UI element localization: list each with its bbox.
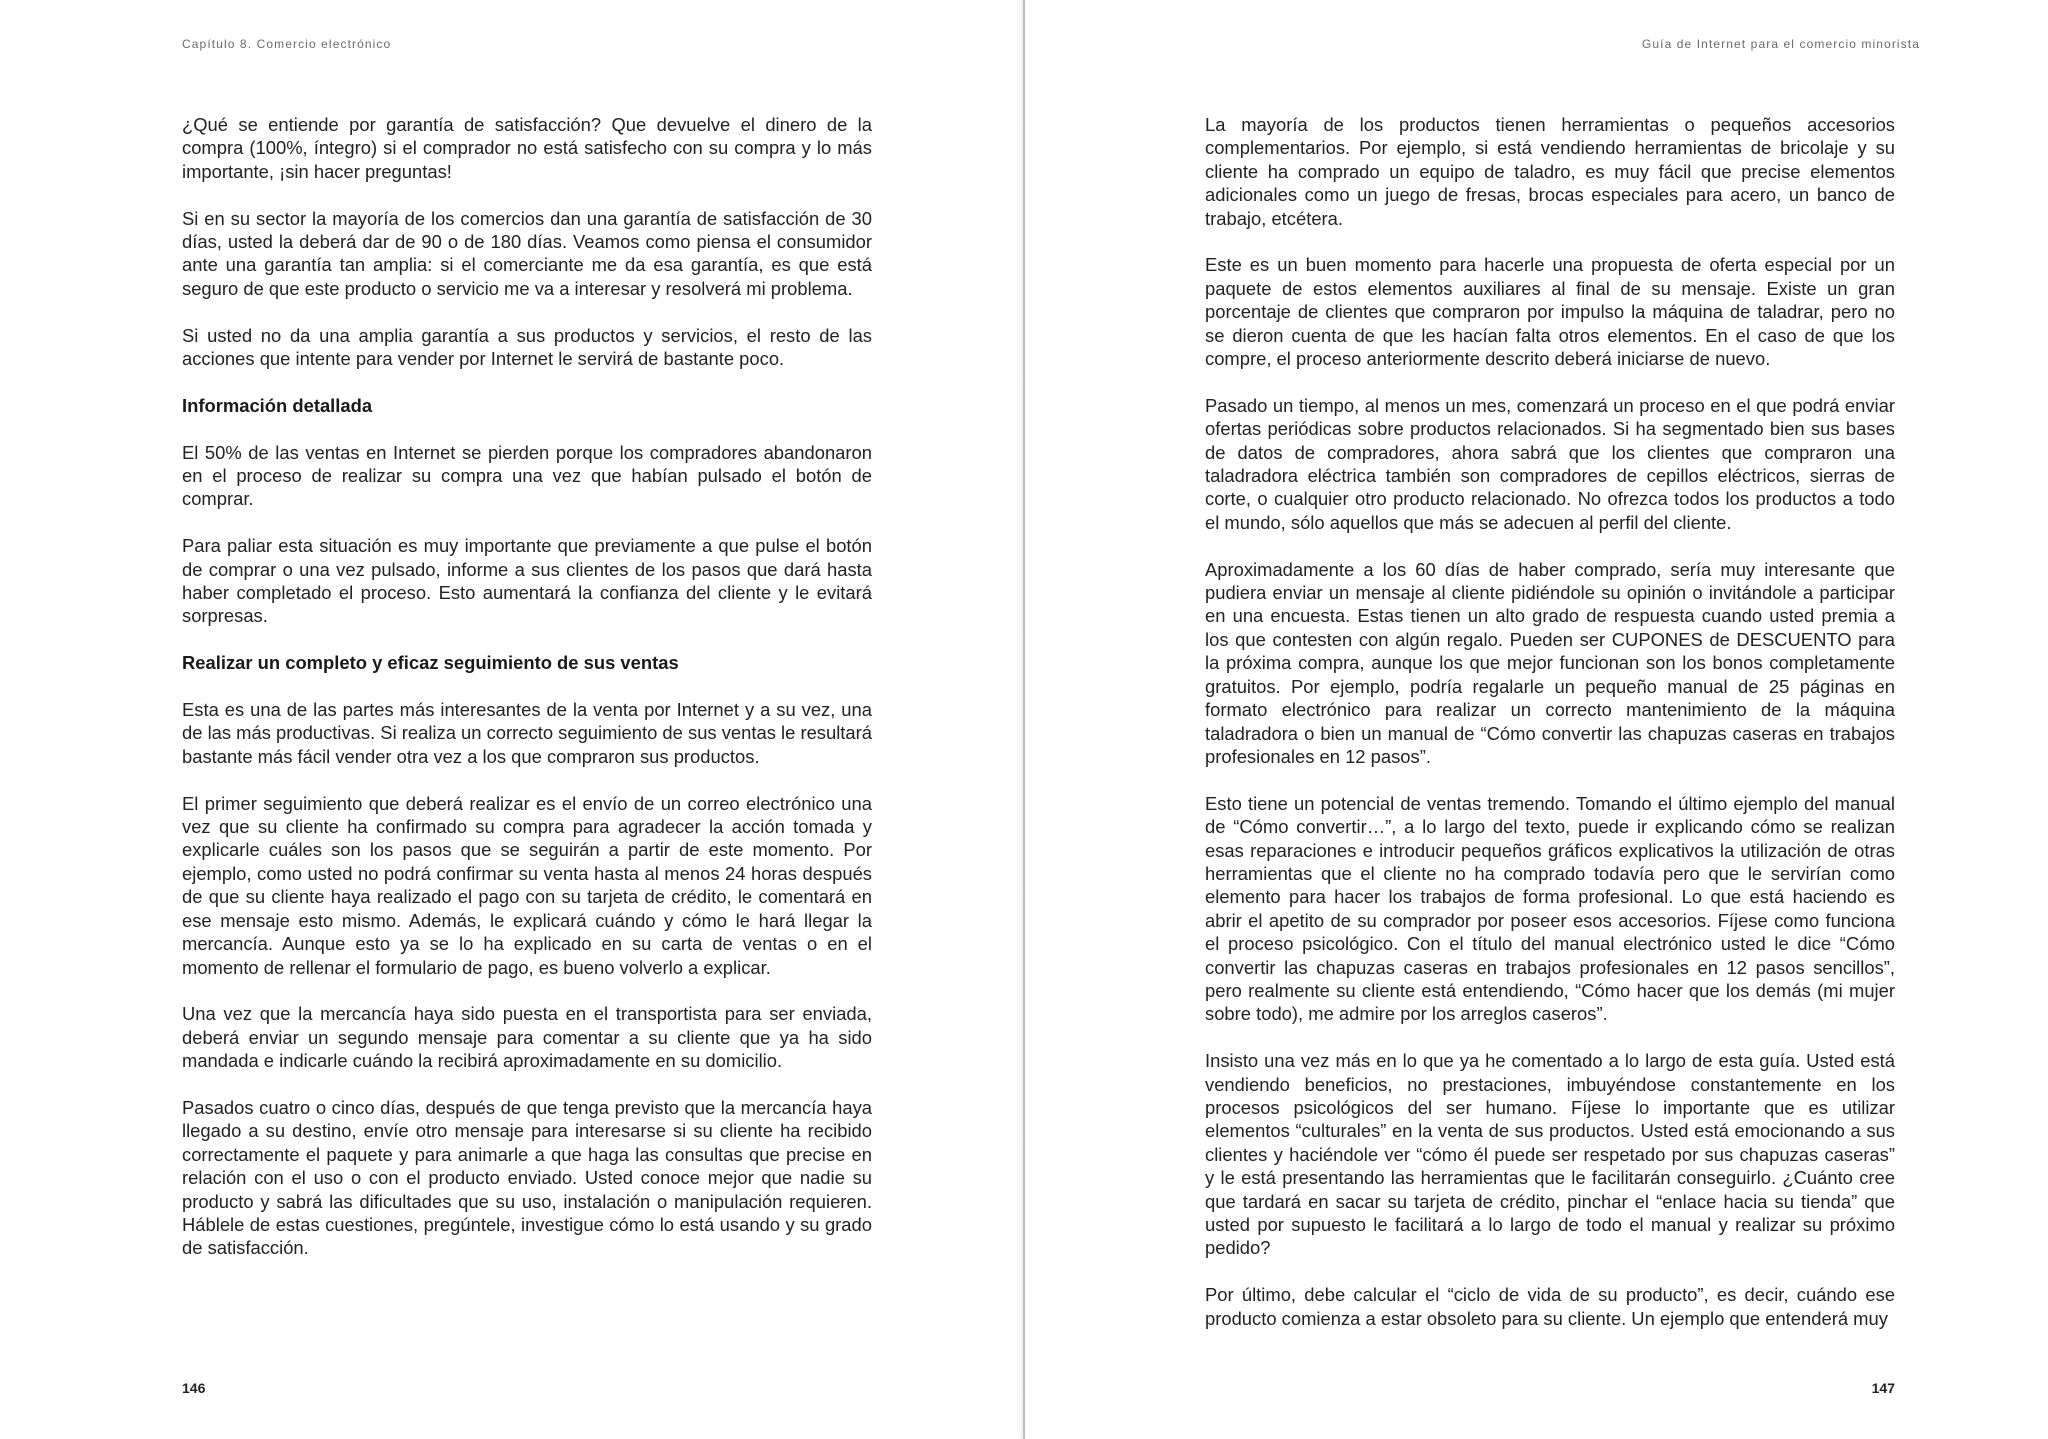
right-page: [1025, 0, 2048, 1439]
paragraph: La mayoría de los productos tienen herramientas o pequeños accesorios complementarios. Por ejemplo, si está vendiendo herramientas de bricolaje y su cliente ha comprado un equipo de taladro, es muy fácil que precise elementos adicionales como un juego de fresas, brocas especiales para acero, un banco de trabajo, etcétera.: [1205, 114, 1895, 229]
paragraph: Insisto una vez más en lo que ya he comentado a lo largo de esta guía. Usted está vendiendo beneficios, no prestaciones, imbuyéndose constantemente en los procesos psicológicos del ser humano. Fíjese lo importante que es utilizar elementos “culturales” en la venta de sus productos. Usted está emocionando a sus clientes y haciéndole ver “cómo él puede ser respetado por sus chapuzas caseras” y le está presentando las herramientas que le facilitarán conseguirlo. ¿Cuánto cree que tardará en sacar su tarjeta de crédito, pinchar el “enlace hacia su tienda” que usted por supuesto le facilitará a lo largo de todo el manual y realizar su próximo pedido?: [1205, 1050, 1895, 1259]
section-heading: Realizar un completo y eficaz seguimiento de sus ventas: [182, 652, 679, 674]
left-page: [0, 0, 1023, 1439]
paragraph: Este es un buen momento para hacerle una propuesta de oferta especial por un paquete de estos elementos auxiliares al final de su mensaje. Existe un gran porcentaje de clientes que compraron por impulso la máquina de taladrar, pero no se dieron cuenta de que les hacían falta otros elementos. En el caso de que los compre, el proceso anteriormente descrito deberá iniciarse de nuevo.: [1205, 254, 1895, 370]
page-number-right: 147: [1871, 1380, 1895, 1396]
running-head-left: Capítulo 8. Comercio electrónico: [182, 37, 392, 51]
paragraph: Esta es una de las partes más interesantes de la venta por Internet y a su vez, una de las más productivas. Si realiza un correcto seguimiento de sus ventas le resultará bastante más fácil vender otra vez a los que compraron sus productos.: [182, 699, 872, 767]
paragraph: Para paliar esta situación es muy importante que previamente a que pulse el botón de comprar o una vez pulsado, informe a sus clientes de los pasos que dará hasta haber completado el proceso. Esto aumentará la confianza del cliente y le evitará sorpresas.: [182, 535, 872, 627]
right-page-body: [1205, 113, 1895, 1353]
paragraph: Aproximadamente a los 60 días de haber comprado, sería muy interesante que pudiera enviar un mensaje al cliente pidiéndole su opinión o invitándole a participar en una encuesta. Estas tienen un alto grado de respuesta cuando usted premia a los que contesten con algún regalo. Pueden ser CUPONES de DESCUENTO para la próxima compra, aunque los que mejor funcionan son los bonos completamente gratuitos. Por ejemplo, podría regalarle un pequeño manual de 25 páginas en formato electrónico para realizar un correcto mantenimiento de la máquina taladradora o bien un manual de “Cómo convertir las chapuzas caseras en trabajos profesionales en 12 pasos”.: [1205, 558, 1895, 767]
paragraph: Por último, debe calcular el “ciclo de vida de su producto”, es decir, cuándo ese producto comienza a estar obsoleto para su cliente. Un ejemplo que entenderá muy: [1205, 1284, 1895, 1329]
paragraph: Una vez que la mercancía haya sido puesta en el transportista para ser enviada, deberá enviar un segundo mensaje para comentar a su cliente que ya ha sido mandada e indicarle cuándo la recibirá aproximadamente en su domicilio.: [182, 1003, 872, 1072]
running-head-right: Guía de Internet para el comercio minorista: [1641, 37, 1920, 51]
paragraph: Esto tiene un potencial de ventas tremendo. Tomando el último ejemplo del manual de “Cómo convertir…”, a lo largo del texto, puede ir explicando cómo se realizan esas reparaciones e introducir pequeños gráficos explicativos la utilización de otras herramientas que el cliente no ha comprado todavía pero que le servirían como elemento para hacer los trabajos de forma profesional. Lo que está haciendo es abrir el apetito de su comprador por poseer esos accesorios. Fíjese como funciona el proceso psicológico. Con el título del manual electrónico usted le dice “Cómo convertir las chapuzas caseras en trabajos profesionales en 12 pasos sencillos”, pero realmente su cliente está entendiendo, “Cómo hacer que los demás (mi mujer sobre todo), me admire por los arreglos caseros”.: [1205, 792, 1895, 1025]
paragraph: El 50% de las ventas en Internet se pierden porque los compradores abandonaron en el proceso de realizar su compra una vez que habían pulsado el botón de comprar.: [182, 441, 872, 510]
paragraph: Pasado un tiempo, al menos un mes, comenzará un proceso en el que podrá enviar ofertas periódicas sobre productos relacionados. Si ha segmentado bien sus bases de datos de compradores, ahora sabrá que los clientes que compraron una taladradora eléctrica también son compradores de cepillos eléctricos, sierras de corte, o cualquier otro producto relacionado. No ofrezca todos los productos a todo el mundo, sólo aquellos que más se adecuen al perfil del cliente.: [1205, 394, 1895, 533]
paragraph: Pasados cuatro o cinco días, después de que tenga previsto que la mercancía haya llegado a su destino, envíe otro mensaje para interesarse si su cliente ha recibido correctamente el paquete y para animarle a que haga las consultas que precise en relación con el uso o con el producto enviado. Usted conoce mejor que nadie su producto y sabrá las dificultades que su uso, instalación o manipulación requieren. Háblele de estas cuestiones, pregúntele, investigue cómo lo está usando y su grado de satisfacción.: [182, 1096, 872, 1259]
paragraph: Si en su sector la mayoría de los comercios dan una garantía de satisfacción de 30 días, usted la deberá dar de 90 o de 180 días. Veamos como piensa el consumidor ante una garantía tan amplia: si el comerciante me da esa garantía, es que está seguro de que este producto o servicio me va a interesar y resolverá mi problema.: [182, 207, 872, 299]
paragraph: Si usted no da una amplia garantía a sus productos y servicios, el resto de las acciones que intente para vender por Internet le servirá de bastante poco.: [182, 324, 872, 370]
paragraph: El primer seguimiento que deberá realizar es el envío de un correo electrónico una vez que su cliente ha confirmado su compra para agradecer la acción tomada y explicarle cuáles son los pasos que se seguirán a partir de este momento. Por ejemplo, como usted no podrá confirmar su venta hasta al menos 24 horas después de que su cliente haya realizado el pago con su tarjeta de crédito, le comentará en ese mensaje esto mismo. Además, le explicará cuándo y cómo le hará llegar la mercancía. Aunque esto ya se lo ha explicado en su carta de ventas o en el momento de rellenar el formulario de pago, es bueno volverlo a explicar.: [182, 792, 872, 978]
page-number-left: 146: [182, 1380, 206, 1396]
left-page-body: [182, 113, 872, 1283]
paragraph: ¿Qué se entiende por garantía de satisfacción? Que devuelve el dinero de la compra (100%, íntegro) si el comprador no está satisfecho con su compra y lo más importante, ¡sin hacer preguntas!: [182, 114, 872, 182]
section-heading: Información detallada: [182, 394, 373, 416]
